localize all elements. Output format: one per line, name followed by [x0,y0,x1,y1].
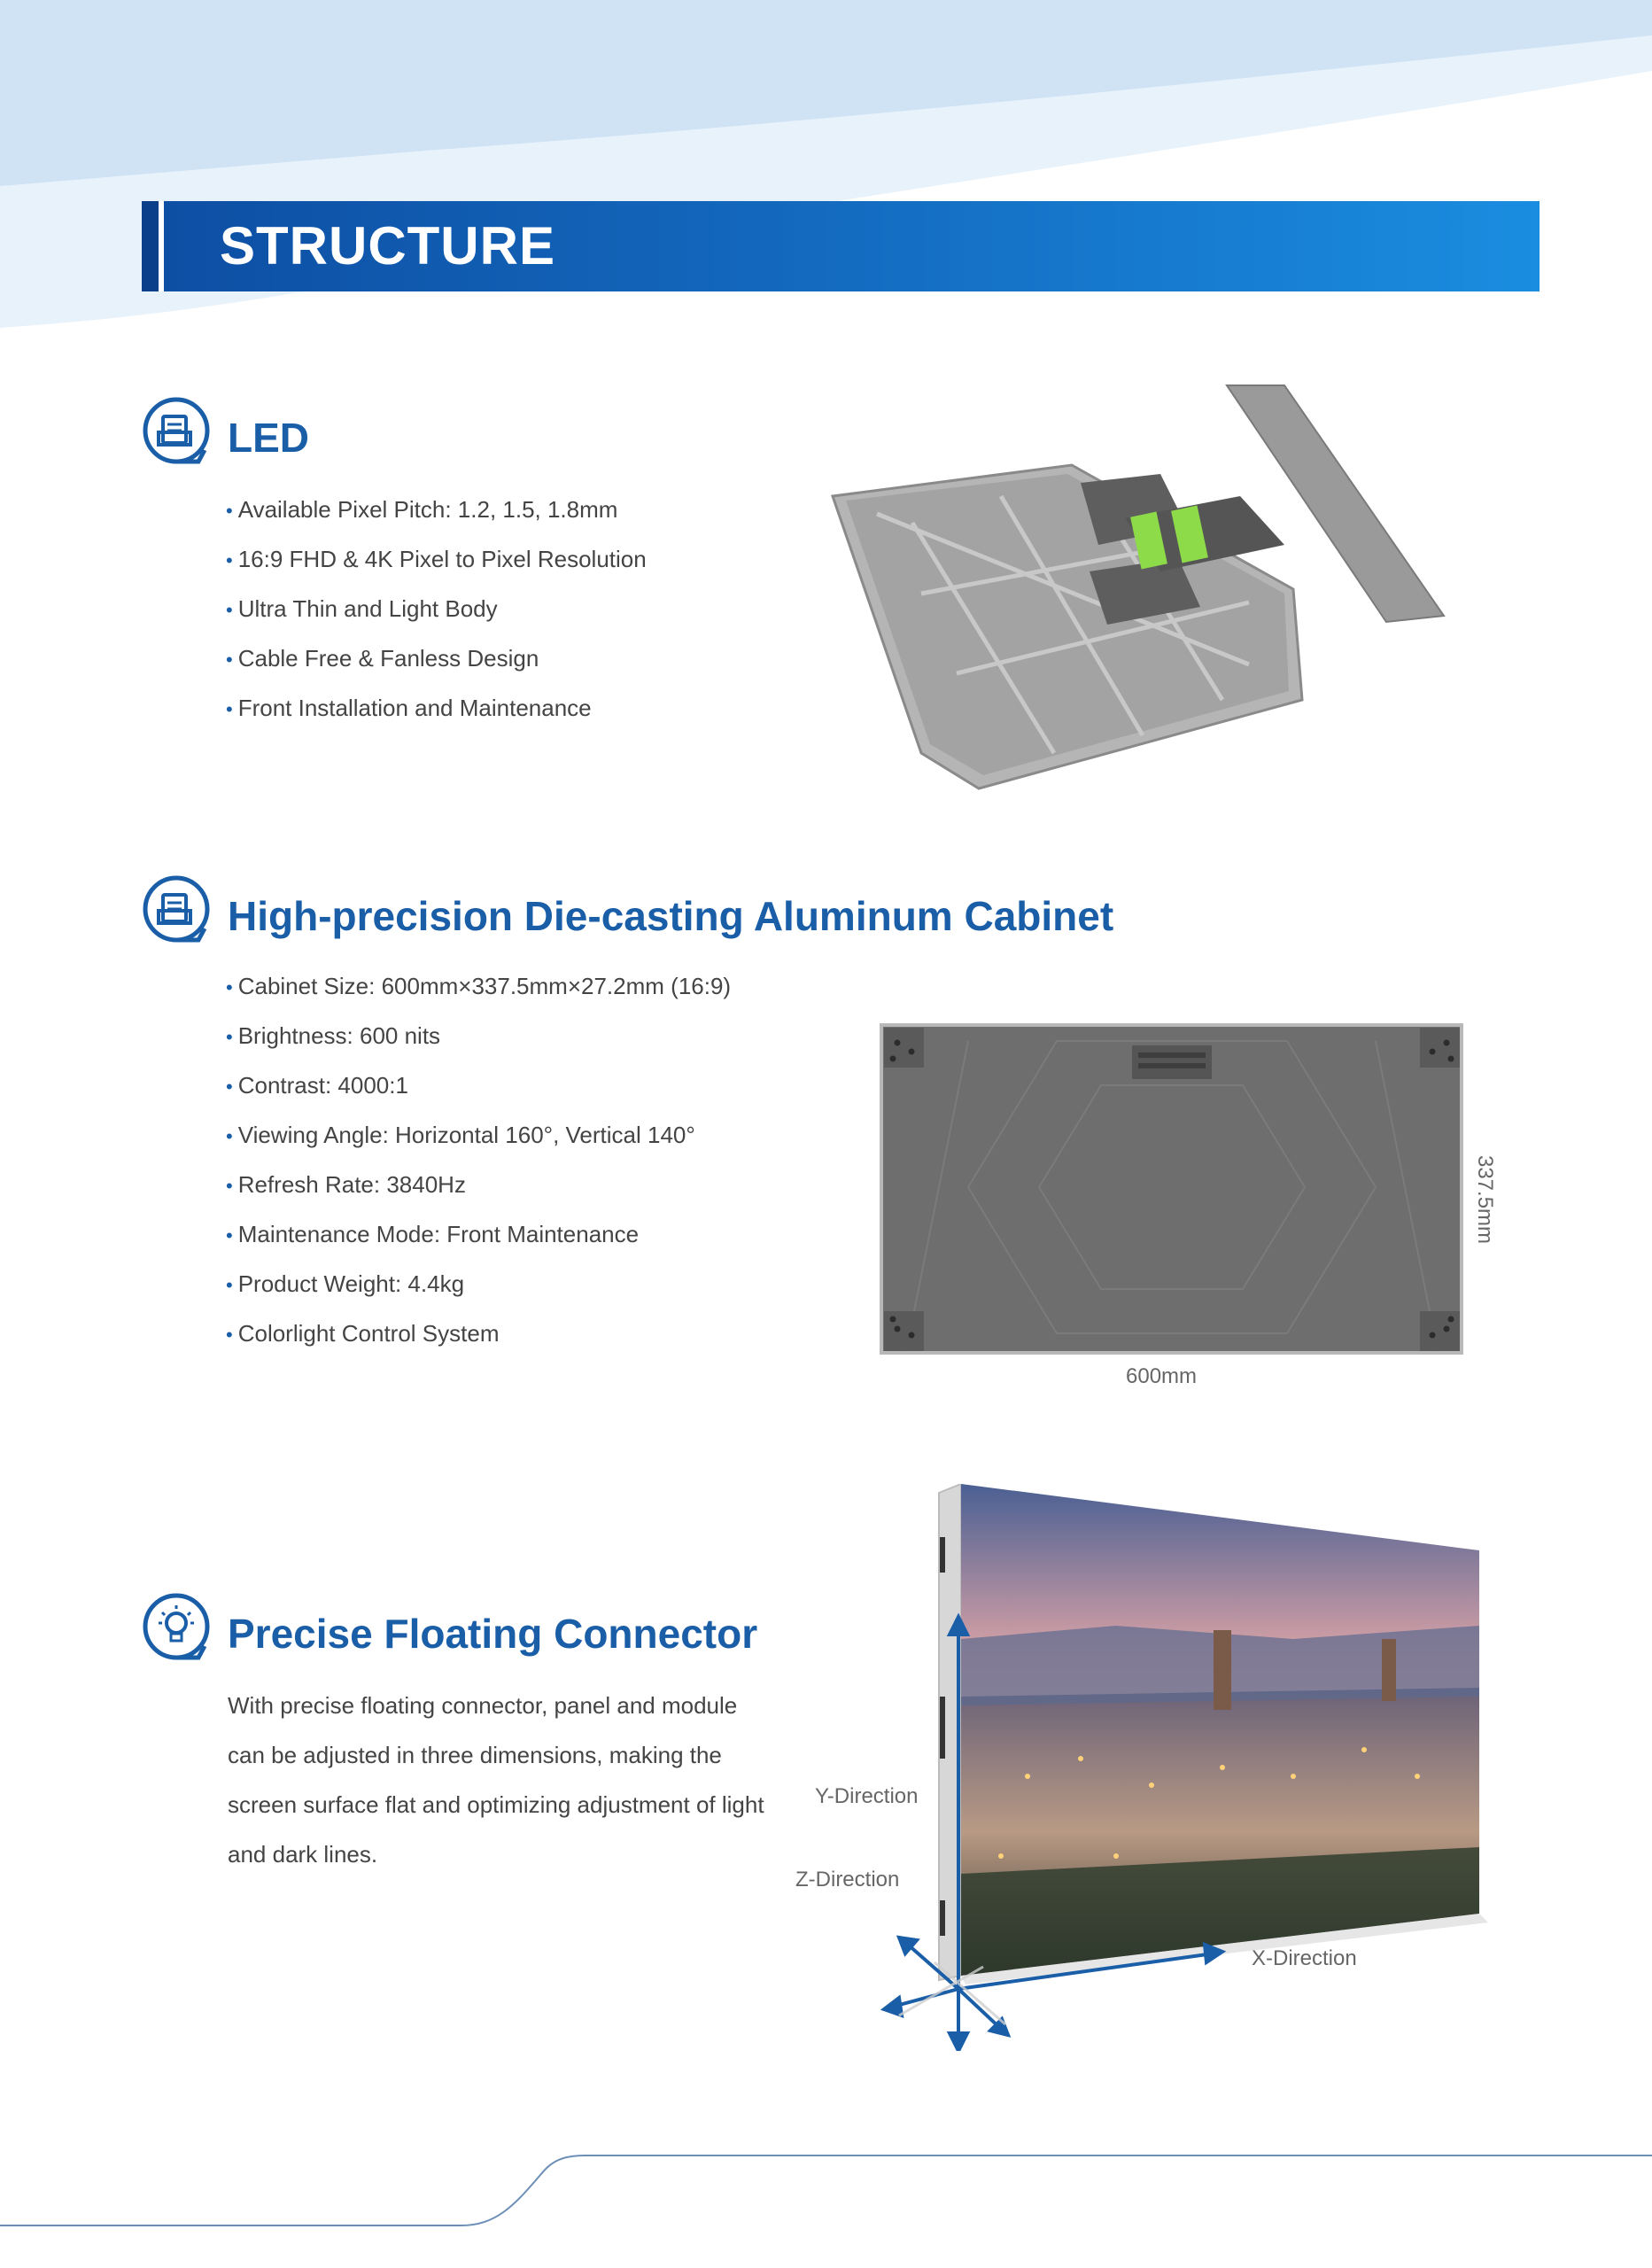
led-cabinet-exploded-image [824,381,1453,793]
list-item: • Cable Free & Fanless Design [226,645,539,672]
list-item: • Product Weight: 4.4kg [226,1270,465,1297]
banner-accent-bar [142,201,159,291]
section-title-led: LED [228,415,309,461]
page-title: STRUCTURE [220,216,555,276]
y-direction-label: Y-Direction [815,1784,919,1808]
x-direction-label: X-Direction [1252,1946,1357,1970]
list-item: • Colorlight Control System [226,1320,500,1347]
list-item: • Front Installation and Maintenance [226,695,592,721]
floating-connector-image [850,1484,1488,2051]
connector-description: With precise floating connector, panel and module can be adjusted in three dimensions, making the screen surface flat and optimizing adjustment of light and dark lines. [228,1692,764,1868]
list-item: • 16:9 FHD & 4K Pixel to Pixel Resolution [226,546,647,572]
led-feature-list [226,492,647,740]
list-item: • Refresh Rate: 3840Hz [226,1171,466,1198]
z-direction-label: Z-Direction [795,1868,900,1891]
cabinet-height-label: 337.5mm [1473,1154,1498,1245]
list-item: • Ultra Thin and Light Body [226,595,498,622]
cabinet-spec-list [226,968,731,1365]
lightbulb-icon [141,1591,212,1662]
list-item: • Maintenance Mode: Front Maintenance [226,1221,640,1247]
list-item: • Brightness: 600 nits [226,1022,441,1049]
banner-accent-gap [159,201,164,291]
cabinet-front-image [880,1023,1464,1355]
cabinet-width-label: 600mm [1126,1364,1198,1388]
list-item: • Available Pixel Pitch: 1.2, 1.5, 1.8mm [226,496,618,523]
section-title-connector: Precise Floating Connector [228,1611,758,1657]
list-item: • Contrast: 4000:1 [226,1072,408,1099]
list-item: • Cabinet Size: 600mm×337.5mm×27.2mm (16:9) [226,973,732,999]
footer-decorative-line [0,2144,1652,2268]
document-icon [141,395,212,466]
list-item: • Viewing Angle: Horizontal 160°, Vertical 140° [226,1122,695,1148]
section-title-cabinet: High-precision Die-casting Aluminum Cabinet [228,893,1114,939]
document-icon [141,874,212,944]
